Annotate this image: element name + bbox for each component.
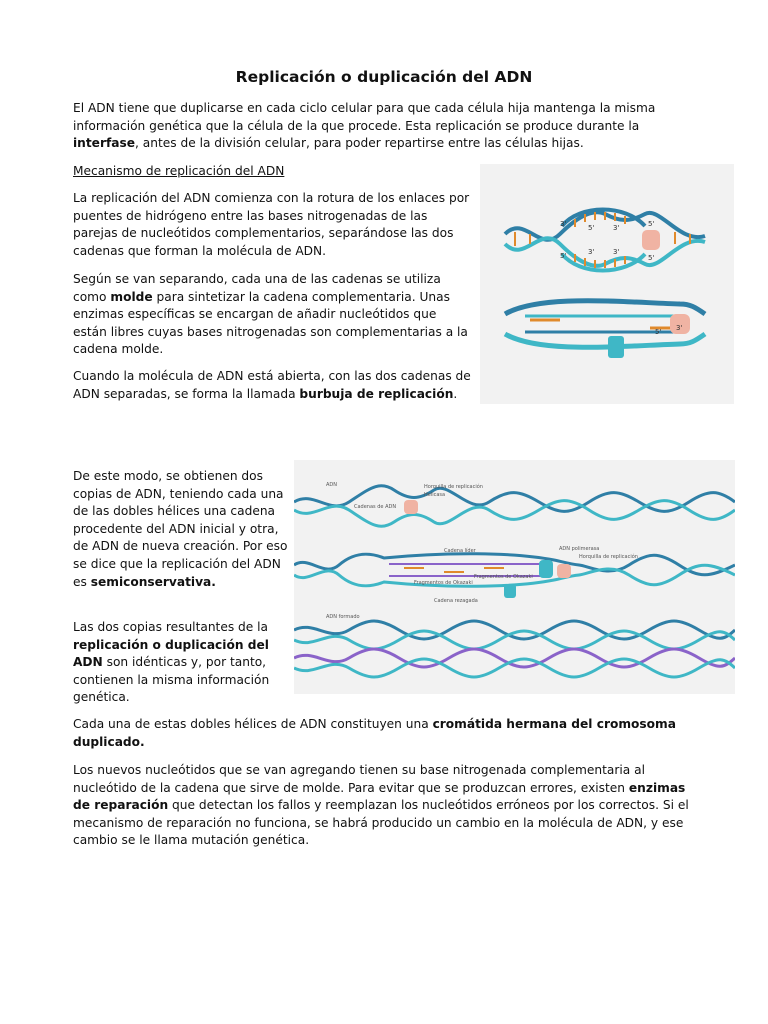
replication-bubble-figure (480, 164, 734, 404)
bold-semiconservativa: semiconservativa. (90, 574, 216, 589)
replication-bubble-svg (480, 164, 734, 404)
repair-paragraph: Los nuevos nucleótidos que se van agregando tienen su base nitrogenada complementaria al nucleótido de la cadena que sirve de molde. Para evitar que se produzcan errores, existen enzimas de reparación que detectan los fallos y reemplazan los nucleótidos erróneos por los correctos. Si el mecanismo de reparación no funciona, se habrá producido un cambio en la molécula de ADN, y ese cambio se le llama mutación genética. (73, 763, 689, 848)
fig1-label: 5' (588, 224, 595, 232)
fig2-label: ADN polimerasa (559, 546, 600, 552)
row-1-dna (294, 482, 735, 526)
intro-text-end: , antes de la división celular, para poder repartirse entre las células hijas. (135, 136, 584, 151)
fig1-label: 3' (588, 248, 595, 256)
mechanism-paragraph-2: Según se van separando, cada una de las cadenas se utiliza como molde para sintetizar la cadena complementaria. Unas enzimas específicas se encargan de añadir nucleótidos que están libres cuyas bases nitrogenadas son complementarias a la cadena molde. (73, 272, 468, 357)
replication-process-figure (294, 460, 735, 694)
intro-paragraph (73, 100, 698, 153)
fig2-label: Cadena líder (444, 548, 476, 554)
intro-bold-interfase: interfase (73, 136, 136, 151)
replication-process-svg (294, 460, 735, 694)
fig1-label: 3' (613, 248, 620, 256)
row-2-dna (294, 546, 735, 604)
fig2-label: Cadenas de ADN (354, 504, 397, 510)
page-title: Replicación o duplicación del ADN (235, 68, 533, 86)
fig1-label: 3' (613, 224, 620, 232)
fig1-label: 5' (648, 254, 655, 262)
fig2-label: Fragmentos de Okazaki (474, 574, 533, 580)
fig2-label: Helicasa (424, 492, 446, 498)
fig2-label: ADN formado (326, 614, 360, 620)
mechanism-paragraph-1: La replicación del ADN comienza con la rotura de los enlaces por puentes de hidrógeno entre las bases nitrogenadas de las parejas de nucleótidos complementarios, separándose las dos cadenas que forman la molécula de ADN. (73, 191, 470, 258)
fig1-label: 3' (560, 220, 567, 228)
bold-burbuja: burbuja de replicación (299, 386, 454, 401)
fig1-label: 5' (560, 252, 567, 260)
fig1-label: 5' (655, 328, 662, 336)
bold-enzimas: enzimas de reparación (73, 780, 686, 813)
fig2-label: ADN (326, 482, 338, 488)
fig1-label: 5' (648, 220, 655, 228)
intro-text: El ADN tiene que duplicarse en cada ciclo celular para que cada célula hija mantenga la misma información genética que la célula de la que procede. Esta replicación se produce durante la (73, 101, 656, 133)
fig1-label: 3' (676, 324, 683, 332)
mechanism-paragraph-3: Cuando la molécula de ADN está abierta, con las dos cadenas de ADN separadas, se forma la llamada burbuja de replicación. (73, 369, 471, 401)
fig2-label: Horquilla de replicación (579, 554, 638, 560)
elongated-bubble (505, 301, 705, 358)
bold-molde: molde (110, 289, 153, 304)
semiconservative-paragraph: De este modo, se obtienen dos copias de ADN, teniendo cada una de las dobles hélices una cadena procedente del ADN inicial y otra, de ADN de nueva creación. Por eso se dice que la replicación del ADN es semiconservativa. (73, 469, 288, 589)
fig2-label: Cadena rezagada (434, 598, 478, 604)
row-3-daughter-helices (294, 614, 735, 677)
section-heading: Mecanismo de replicación del ADN (73, 164, 285, 178)
bold-replicacion: replicación o duplicación del ADN (73, 637, 269, 670)
chromatid-paragraph: Cada una de estas dobles hélices de ADN constituyen una cromátida hermana del cromosoma duplicado. (73, 717, 676, 749)
identical-copies-paragraph: Las dos copias resultantes de la replicación o duplicación del ADN son idénticas y, por tanto, contienen la misma información genética. (73, 620, 270, 705)
bold-cromatida: cromátida hermana del cromosoma duplicado. (73, 717, 676, 749)
fig2-label: Fragmentos de Okazaki (414, 580, 473, 586)
fig2-label: Horquilla de replicación (424, 484, 483, 490)
bubble-molecule (505, 210, 705, 271)
